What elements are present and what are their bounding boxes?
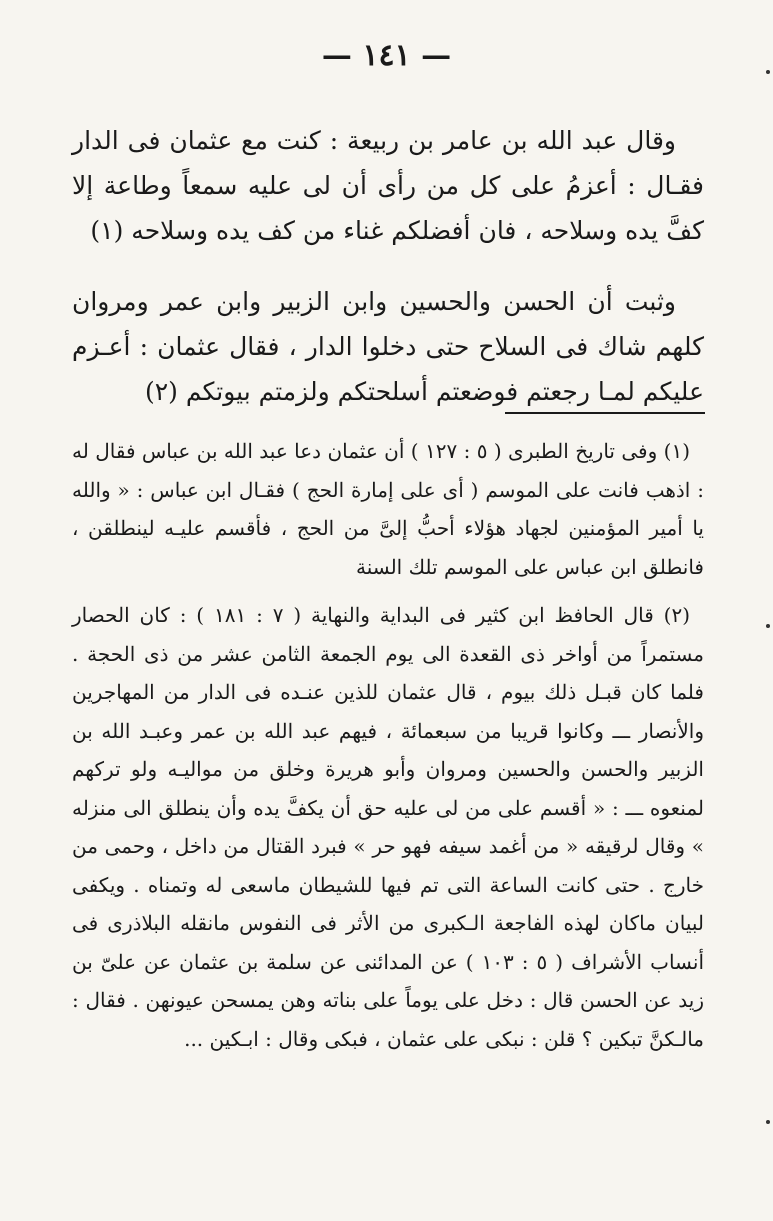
footnote-separator xyxy=(505,412,705,414)
margin-mark xyxy=(766,624,770,628)
main-paragraph: وقال عبد الله بن عامر بن ربيعة : كنت مع عثمان فى الدار فقـال : أعزمُ على كل من رأى أن لى عليه سمعاً وطاعة إلا كفَّ يده وسلاحه ، فان أفضلكم غناء من كف يده وسلاحه (١) xyxy=(72,126,704,245)
main-text xyxy=(72,118,704,440)
margin-mark xyxy=(766,70,770,74)
footnote: (٢) قال الحافظ ابن كثير فى البداية والنهاية ( ٧ : ١٨١ ) : كان الحصار مستمراً من أواخر ذى القعدة الى يوم الجمعة الثامن عشر من ذى الحجة . فلما كان قبـل ذلك بيوم ، قال عثمان للذين عنـده فى الدار من المهاجرين والأنصار ـــ وكانوا قريبا من سبعمائة ، فيهم عبد الله بن عمر وعبـد الله بن الزبير والحسن والحسين ومروان وأبو هريرة وخلق من مواليـه ولو تركهم لمنعوه ـــ : « أقسم على من لى عليه حق أن يكفَّ يده وأن ينطلق الى منزله » وقال لرقيقه « من أغمد سيفه فهو حر » فبرد القتال من داخل ، وحمى من خارج . حتى كانت الساعة التى تم فيها للشيطان ماسعى له وتمناه . ويكفى لبيان ماكان لهذه الفاجعة الـكبرى من الأثر فى النفوس مانقله البلاذرى فى أنساب الأشراف ( ٥ : ١٠٣ ) عن المدائنى عن سلمة بن عثمان عن علىّ بن زيد عن الحسن قال : دخل على يوماً على بناته وهن يمسحن عيونهن . فقال : مالـكنَّ تبكين ؟ قلن : نبكى على عثمان ، فبكى وقال : ابـكين ... xyxy=(72,603,705,1051)
footnotes xyxy=(72,432,704,1068)
main-paragraph: وثبت أن الحسن والحسين وابن الزبير وابن عمر ومروان كلهم شاك فى السلاح حتى دخلوا الدار ، فقال عثمان : أعـزم عليكم لمـا رجعتم فوضعتم أسلحتكم ولزمتم بيوتكم (٢) xyxy=(72,287,704,406)
margin-mark xyxy=(766,1120,770,1124)
page-number: — ١٤١ — xyxy=(321,38,452,73)
footnote: (١) وفى تاريخ الطبرى ( ٥ : ١٢٧ ) أن عثمان دعا عبد الله بن عباس فقال له : اذهب فانت على الموسم ( أى على إمارة الحج ) فقـال ابن عباس : « والله يا أمير المؤمنين لجهاد هؤلاء أحبُّ إلىَّ من الحج ، فأقسم عليـه لينطلقن ، فانطلق ابن عباس على الموسم تلك السنة xyxy=(72,439,704,579)
